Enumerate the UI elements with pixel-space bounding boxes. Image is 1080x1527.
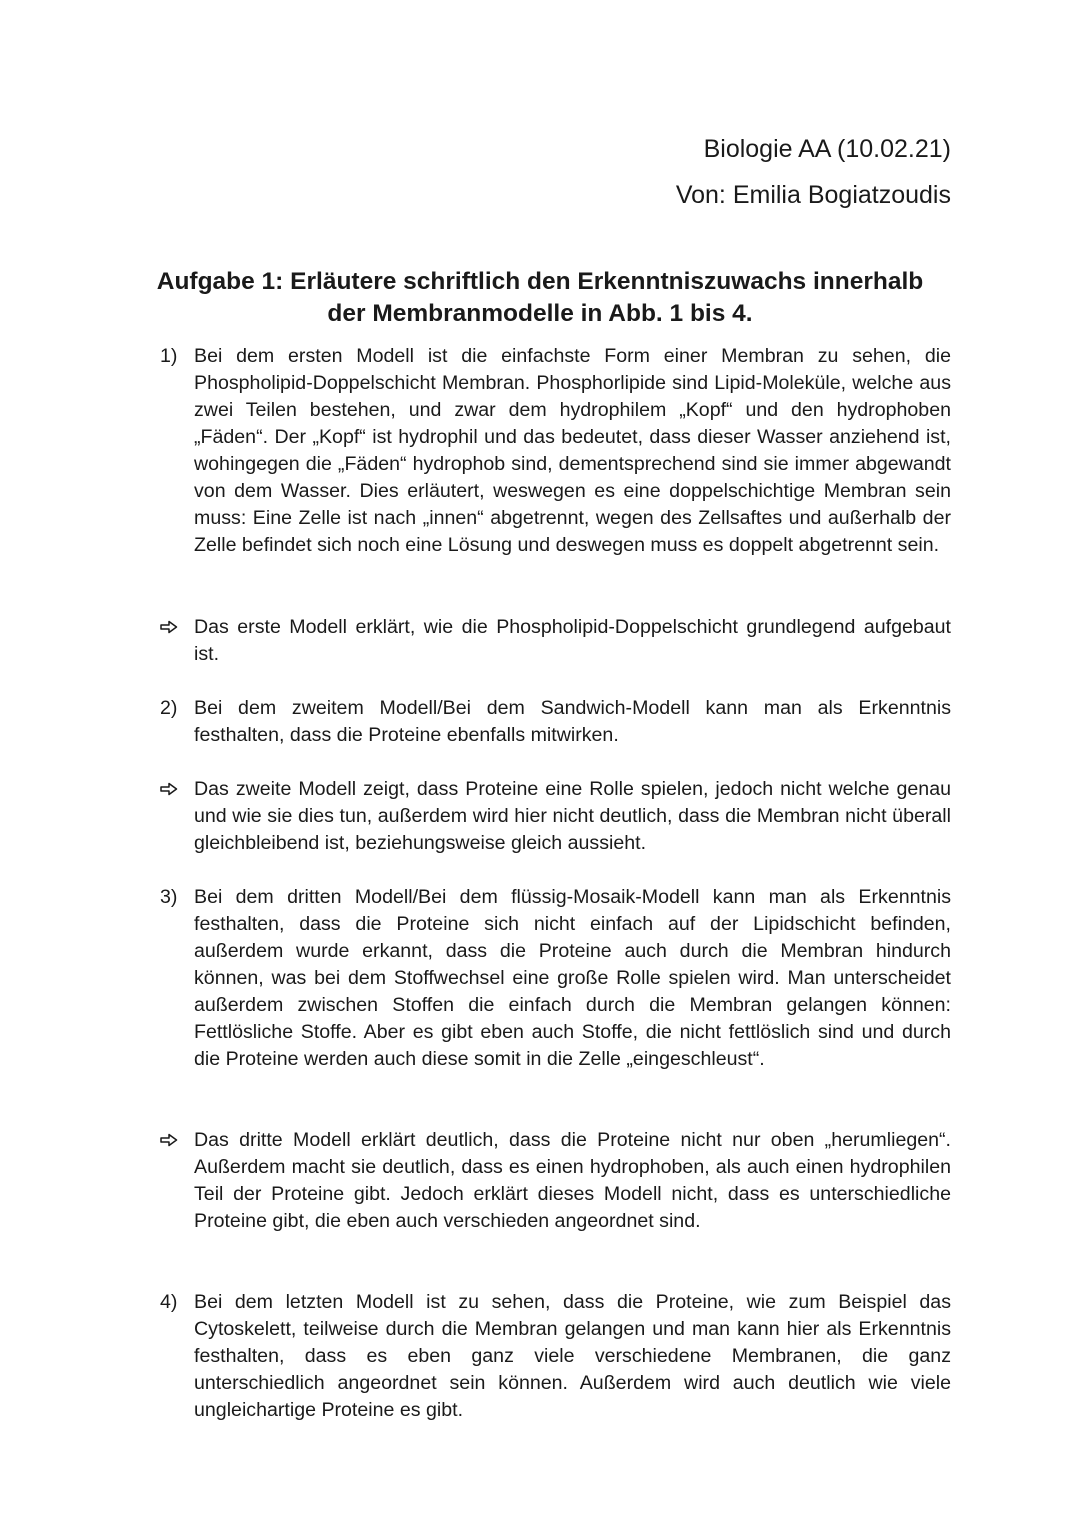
task-title-line-1: Aufgabe 1: Erläutere schriftlich den Erkenntniszuwachs innerhalb — [156, 268, 924, 295]
arrow-right-icon — [160, 1127, 178, 1155]
author-line: Von: Emilia Bogiatzoudis — [675, 181, 951, 209]
item-text: Bei dem letzten Modell ist zu sehen, dass die Proteine, wie zum Beispiel das Cytoskelett, teilweise durch die Membran gelangen und man kann hier als Erkenntnis festhalten, dass es eben ganz viele verschiedene Membranen, die ganz unterschiedlich angeordnet sein können. Außerdem wird auch deutlich wie viele ungleichartige Proteine es gibt. — [194, 1291, 951, 1421]
numbered-item-4 — [160, 1289, 951, 1424]
item-number: 2) — [160, 697, 178, 719]
numbered-item-3 — [160, 884, 951, 1073]
item-text: Bei dem zweitem Modell/Bei dem Sandwich-Modell kann man als Erkenntnis festhalten, dass die Proteine ebenfalls mitwirken. — [194, 697, 951, 746]
arrow-right-icon — [160, 776, 178, 804]
conclusion-item-3 — [160, 1127, 951, 1235]
course-date: Biologie AA (10.02.21) — [703, 135, 951, 163]
arrow-right-icon — [160, 614, 178, 642]
item-text: Das dritte Modell erklärt deutlich, dass die Proteine nicht nur oben „herumliegen“. Außerdem macht sie deutlich, dass es einen hydrophoben, als auch einen hydrophilen Teil der Proteine gibt. Jedoch erklärt dieses Modell nicht, dass es unterschiedliche Proteine gibt, die eben auch verschieden angeordnet sind. — [194, 1129, 951, 1232]
numbered-item-1 — [160, 343, 951, 559]
task-title-line-2: der Membranmodelle in Abb. 1 bis 4. — [327, 300, 753, 327]
item-text: Das zweite Modell zeigt, dass Proteine eine Rolle spielen, jedoch nicht welche genau und wie sie dies tun, außerdem wird hier nicht deutlich, dass die Membran nicht überall gleichbleibend ist, beziehungsweise gleich aussieht. — [194, 778, 951, 854]
item-text: Bei dem ersten Modell ist die einfachste Form einer Membran zu sehen, die Phospholipid-Doppelschicht Membran. Phosphorlipide sind Lipid-Moleküle, welche aus zwei Teilen bestehen, und zwar dem hydrophilem „Kopf“ und den hydrophoben „Fäden“. Der „Kopf“ ist hydrophil und das bedeutet, dass dieser Wasser anziehend ist, wohingegen die „Fäden“ hydrophob sind, dementsprechend sind sie immer abgewandt von dem Wasser. Dies erläutert, weswegen es eine doppelschichtige Membran sein muss: Eine Zelle ist nach „innen“ abgetrennt, wegen des Zellsaftes und außerhalb der Zelle befindet sich noch eine Lösung und deswegen muss es doppelt abgetrennt sein. — [194, 345, 951, 556]
item-text: Das erste Modell erklärt, wie die Phospholipid-Doppelschicht grundlegend aufgebaut ist. — [194, 616, 951, 665]
item-number: 1) — [160, 345, 178, 367]
conclusion-item-1 — [160, 614, 951, 668]
item-number: 3) — [160, 886, 178, 908]
document-header — [676, 126, 951, 218]
item-text: Bei dem dritten Modell/Bei dem flüssig-Mosaik-Modell kann man als Erkenntnis festhalten, dass die Proteine sich nicht einfach auf der Lipidschicht befinden, außerdem wurde erkannt, dass die Proteine auch durch die Membran hindurch können, was bei dem Stoffwechsel eine große Rolle spielen wird. Man unterscheidet außerdem zwischen Stoffen die einfach durch die Membran gelangen können: Fettlösliche Stoffe. Aber es gibt eben auch Stoffe, die nicht fettlöslich sind und durch die Proteine werden auch diese somit in die Zelle „eingeschleust“. — [194, 886, 951, 1070]
conclusion-item-2 — [160, 776, 951, 857]
task-title — [130, 266, 950, 330]
numbered-item-2 — [160, 695, 951, 749]
item-number: 4) — [160, 1291, 178, 1313]
